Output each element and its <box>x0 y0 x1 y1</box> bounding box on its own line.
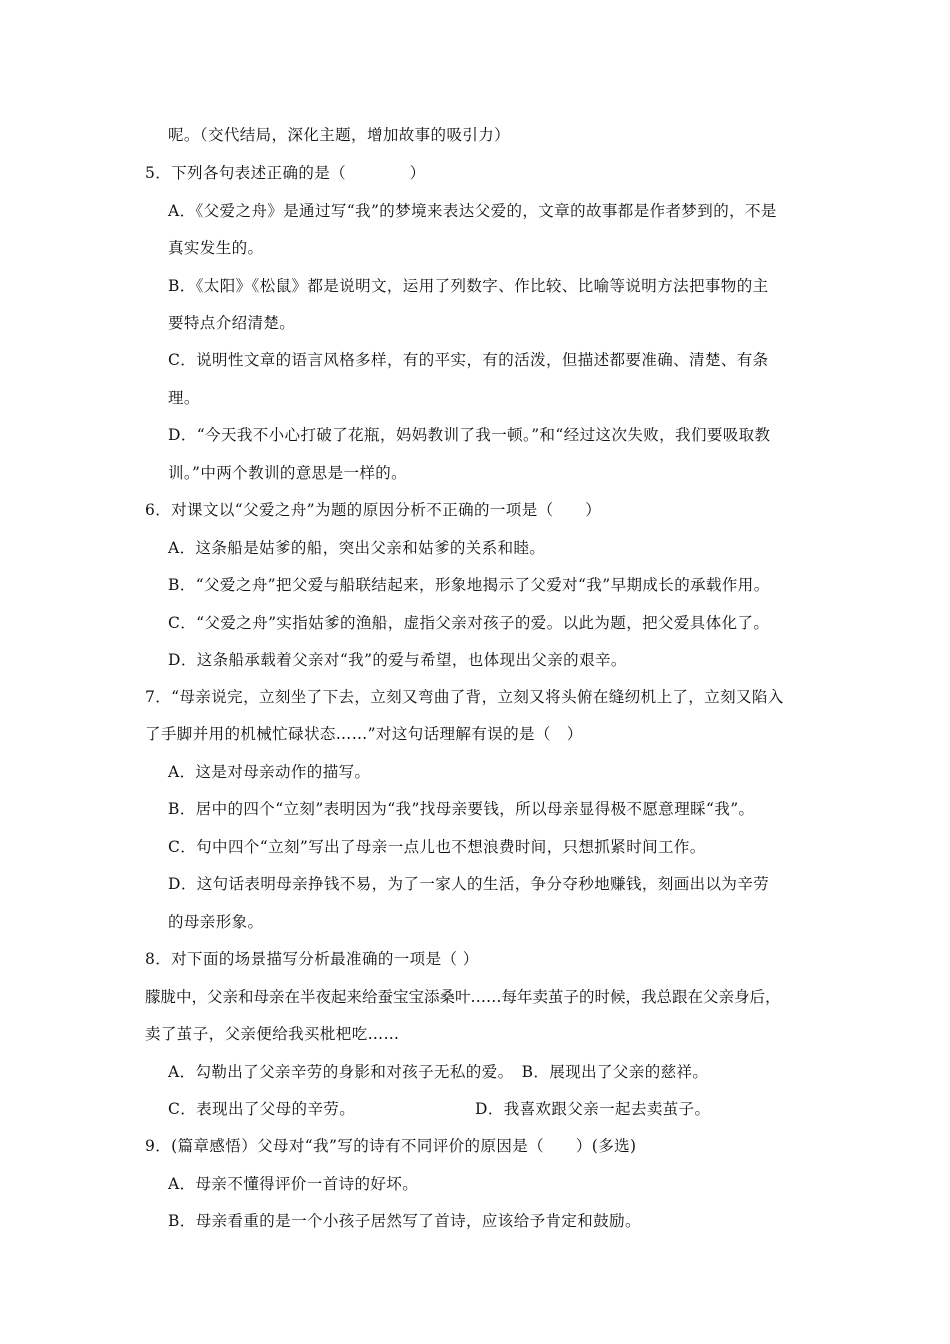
question-5-option-a-line-2: 真实发生的。 <box>168 239 264 257</box>
question-8-options-a-b: A．勾勒出了父亲辛劳的身影和对孩子无私的爱。 B．展现出了父亲的慈祥。 <box>168 1063 709 1081</box>
question-7-stem-line-2: 了手脚并用的机械忙碌状态……”对这句话理解有误的是（ ） <box>145 725 583 743</box>
question-9-stem: 9．(篇章感悟）父母对“我”写的诗有不同评价的原因是（ ）(多选) <box>145 1137 637 1155</box>
question-5-option-d-line-2: 训。”中两个教训的意思是一样的。 <box>168 464 408 482</box>
question-7-option-b: B．居中的四个“立刻”表明因为“我”找母亲要钱，所以母亲显得极不愿意理睬“我”。 <box>168 800 755 818</box>
question-8-passage-line-2: 卖了茧子，父亲便给我买枇杷吃…… <box>145 1025 400 1043</box>
question-5-option-b-line-1: B．《太阳》《松鼠》都是说明文，运用了列数字、作比较、比喻等说明方法把事物的主 <box>168 277 769 295</box>
question-7-option-c: C．句中四个“立刻”写出了母亲一点儿也不想浪费时间，只想抓紧时间工作。 <box>168 838 706 856</box>
question-8-option-c: C．表现出了父母的辛劳。 <box>168 1100 356 1118</box>
question-9-option-a: A．母亲不懂得评价一首诗的好坏。 <box>168 1175 419 1193</box>
question-6-option-d: D．这条船承载着父亲对“我”的爱与希望，也体现出父亲的艰辛。 <box>168 651 627 669</box>
question-9-option-b: B．母亲看重的是一个小孩子居然写了首诗，应该给予肯定和鼓励。 <box>168 1212 641 1230</box>
question-6-stem: 6．对课文以“父爱之舟”为题的原因分析不正确的一项是（ ） <box>145 501 602 519</box>
question-5-option-c-line-2: 理。 <box>168 389 200 407</box>
question-7-option-d-line-1: D．这句话表明母亲挣钱不易，为了一家人的生活，争分夺秒地赚钱，刻画出以为辛劳 <box>168 875 770 893</box>
text-line-conclusion: 呢。（交代结局，深化主题，增加故事的吸引力） <box>168 126 511 144</box>
question-8-option-d: D．我喜欢跟父亲一起去卖茧子。 <box>475 1100 711 1118</box>
question-5-option-a-line-1: A．《父爱之舟》是通过写“我”的梦境来表达父爱的，文章的故事都是作者梦到的，不是 <box>168 202 777 220</box>
question-6-option-b: B．“父爱之舟”把父爱与船联结起来，形象地揭示了父爱对“我”早期成长的承载作用。 <box>168 576 770 594</box>
question-5-stem: 5．下列各句表述正确的是（ ） <box>145 164 426 182</box>
question-5-option-d-line-1: D．“今天我不小心打破了花瓶，妈妈教训了我一顿。”和“经过这次失败，我们要吸取教 <box>168 426 771 444</box>
question-7-option-d-line-2: 的母亲形象。 <box>168 913 264 931</box>
question-5-option-c-line-1: C．说明性文章的语言风格多样，有的平实，有的活泼，但描述都要准确、清楚、有条 <box>168 351 769 369</box>
question-6-option-a: A．这条船是姑爹的船，突出父亲和姑爹的关系和睦。 <box>168 539 546 557</box>
question-5-option-b-line-2: 要特点介绍清楚。 <box>168 314 296 332</box>
question-7-stem-line-1: 7．“母亲说完，立刻坐了下去，立刻又弯曲了背，立刻又将头俯在缝纫机上了，立刻又陷入 <box>145 688 784 706</box>
question-8-passage-line-1: 朦胧中，父亲和母亲在半夜起来给蚕宝宝添桑叶……每年卖茧子的时候，我总跟在父亲身后， <box>145 988 781 1006</box>
question-7-option-a: A．这是对母亲动作的描写。 <box>168 763 371 781</box>
question-6-option-c: C．“父爱之舟”实指姑爹的渔船，虚指父亲对孩子的爱。以此为题，把父爱具体化了。 <box>168 614 770 632</box>
question-8-stem: 8．对下面的场景描写分析最准确的一项是（ ） <box>145 950 479 968</box>
